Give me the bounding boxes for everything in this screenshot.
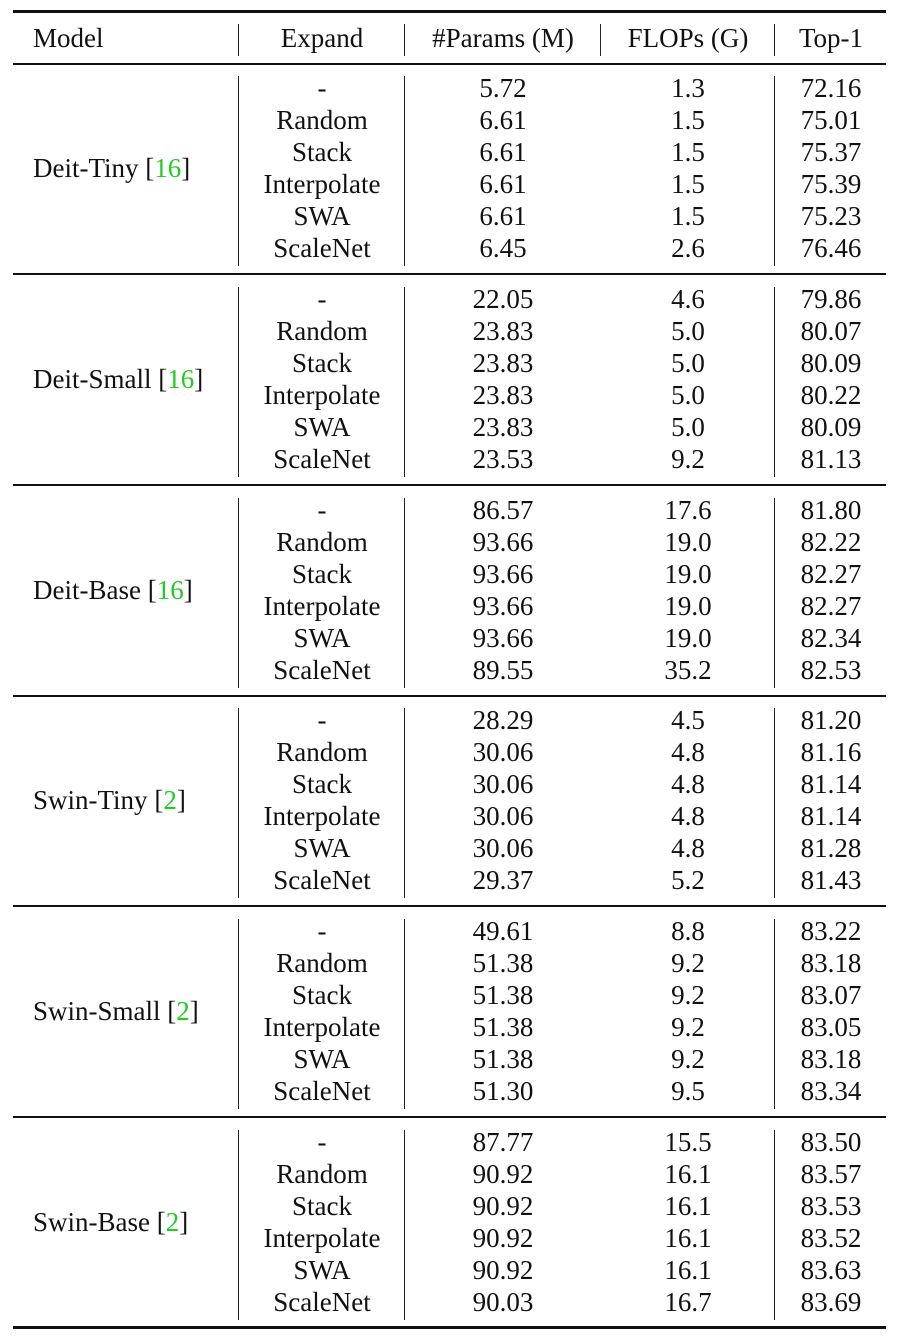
expand-cell: Interpolate	[263, 1223, 381, 1253]
top1-cell: 80.22	[800, 380, 862, 410]
params-cell: 89.55	[472, 655, 534, 685]
model-name	[33, 574, 193, 606]
header-separator	[774, 24, 775, 56]
flops-cell: 9.2	[671, 444, 705, 474]
flops-cell: 4.6	[671, 284, 705, 314]
expand-cell: Random	[276, 1159, 368, 1189]
params-cell: 6.45	[479, 233, 527, 263]
flops-cell: 2.6	[671, 233, 705, 263]
citation-open-bracket: [	[150, 1207, 166, 1237]
model-label: Swin-Small	[33, 996, 161, 1026]
params-cell: 90.03	[472, 1287, 534, 1317]
top1-cell: 83.18	[800, 948, 862, 978]
expand-cell: ScaleNet	[273, 444, 371, 474]
model-label: Deit-Tiny	[33, 153, 139, 183]
column-separator	[404, 708, 405, 898]
column-separator	[238, 76, 239, 266]
expand-cell: Random	[276, 527, 368, 557]
top1-cell: 83.50	[800, 1127, 862, 1157]
citation-close-bracket: ]	[179, 1207, 189, 1237]
flops-cell: 15.5	[664, 1127, 712, 1157]
expand-cell: Random	[276, 737, 368, 767]
flops-cell: 9.2	[671, 1044, 705, 1074]
header-expand: Expand	[280, 23, 364, 53]
flops-cell: 9.2	[671, 980, 705, 1010]
top1-cell: 81.14	[800, 769, 862, 799]
column-separator	[238, 919, 239, 1109]
citation-link[interactable]: 16	[154, 153, 182, 183]
flops-cell: 16.1	[664, 1255, 712, 1285]
expand-cell: Stack	[292, 980, 352, 1010]
expand-cell: -	[317, 1127, 327, 1157]
params-cell: 6.61	[479, 169, 527, 199]
flops-cell: 1.5	[671, 137, 705, 167]
model-label: Swin-Tiny	[33, 785, 148, 815]
top1-cell: 82.22	[800, 527, 862, 557]
expand-cell: ScaleNet	[273, 655, 371, 685]
expand-cell: Stack	[292, 1191, 352, 1221]
expand-cell: SWA	[293, 1044, 351, 1074]
expand-cell: ScaleNet	[273, 233, 371, 263]
flops-cell: 16.7	[664, 1287, 712, 1317]
expand-cell: Random	[276, 948, 368, 978]
top1-cell: 80.09	[800, 348, 862, 378]
expand-cell: Stack	[292, 559, 352, 589]
top1-cell: 83.69	[800, 1287, 862, 1317]
params-cell: 90.92	[472, 1159, 534, 1189]
column-separator	[238, 287, 239, 477]
expand-cell: SWA	[293, 201, 351, 231]
top1-cell: 75.23	[800, 201, 862, 231]
flops-cell: 4.8	[671, 737, 705, 767]
group-rule	[13, 273, 886, 275]
top1-cell: 83.34	[800, 1076, 862, 1106]
column-separator	[238, 498, 239, 688]
expand-cell: Interpolate	[263, 591, 381, 621]
model-label: Deit-Base	[33, 575, 141, 605]
citation-close-bracket: ]	[176, 785, 186, 815]
params-cell: 6.61	[479, 137, 527, 167]
params-cell: 28.29	[472, 705, 534, 735]
params-cell: 90.92	[472, 1191, 534, 1221]
flops-cell: 5.2	[671, 865, 705, 895]
column-separator	[238, 1130, 239, 1320]
top1-cell: 83.22	[800, 916, 862, 946]
params-cell: 30.06	[472, 801, 534, 831]
top1-cell: 82.27	[800, 559, 862, 589]
expand-cell: -	[317, 284, 327, 314]
top-rule	[13, 10, 886, 13]
params-cell: 29.37	[472, 865, 534, 895]
top1-cell: 75.39	[800, 169, 862, 199]
citation-open-bracket: [	[140, 575, 157, 605]
top1-cell: 80.07	[800, 316, 862, 346]
flops-cell: 17.6	[664, 495, 712, 525]
params-cell: 90.92	[472, 1223, 534, 1253]
header-separator	[404, 24, 405, 56]
top1-cell: 83.07	[800, 980, 862, 1010]
top1-cell: 82.53	[800, 655, 862, 685]
flops-cell: 4.8	[671, 801, 705, 831]
expand-cell: Stack	[292, 137, 352, 167]
params-cell: 23.83	[472, 348, 534, 378]
model-label: Swin-Base	[33, 1207, 150, 1237]
top1-cell: 83.63	[800, 1255, 862, 1285]
top1-cell: 81.80	[800, 495, 862, 525]
expand-cell: -	[317, 916, 327, 946]
params-cell: 6.61	[479, 105, 527, 135]
expand-cell: Interpolate	[263, 1012, 381, 1042]
params-cell: 51.38	[472, 1012, 534, 1042]
flops-cell: 16.1	[664, 1223, 712, 1253]
expand-cell: Interpolate	[263, 380, 381, 410]
top1-cell: 83.05	[800, 1012, 862, 1042]
expand-cell: ScaleNet	[273, 1076, 371, 1106]
params-cell: 30.06	[472, 737, 534, 767]
expand-cell: Interpolate	[263, 169, 381, 199]
flops-cell: 9.2	[671, 948, 705, 978]
top1-cell: 79.86	[800, 284, 862, 314]
column-separator	[774, 708, 775, 898]
column-separator	[404, 498, 405, 688]
citation-close-bracket: ]	[189, 996, 199, 1026]
top1-cell: 81.43	[800, 865, 862, 895]
params-cell: 5.72	[479, 73, 527, 103]
flops-cell: 5.0	[671, 316, 705, 346]
column-separator	[404, 287, 405, 477]
flops-cell: 4.8	[671, 769, 705, 799]
column-separator	[774, 1130, 775, 1320]
flops-cell: 1.5	[671, 201, 705, 231]
top1-cell: 82.27	[800, 591, 862, 621]
expand-cell: Random	[276, 105, 368, 135]
expand-cell: Random	[276, 316, 368, 346]
flops-cell: 1.5	[671, 105, 705, 135]
params-cell: 30.06	[472, 833, 534, 863]
model-name	[33, 1206, 188, 1238]
citation-close-bracket: ]	[181, 153, 191, 183]
model-name	[33, 363, 203, 395]
header-flops: FLOPs (G)	[627, 23, 749, 53]
expand-cell: SWA	[293, 833, 351, 863]
flops-cell: 19.0	[664, 527, 712, 557]
citation-close-bracket: ]	[194, 364, 204, 394]
expand-cell: -	[317, 495, 327, 525]
flops-cell: 19.0	[664, 623, 712, 653]
column-separator	[404, 1130, 405, 1320]
top1-cell: 75.37	[800, 137, 862, 167]
flops-cell: 4.8	[671, 833, 705, 863]
params-cell: 93.66	[472, 623, 534, 653]
header-model: Model	[33, 23, 104, 53]
column-separator	[774, 76, 775, 266]
expand-cell: ScaleNet	[273, 865, 371, 895]
params-cell: 49.61	[472, 916, 534, 946]
model-label: Deit-Small	[33, 364, 152, 394]
top1-cell: 83.52	[800, 1223, 862, 1253]
citation-link[interactable]: 2	[165, 1207, 180, 1237]
top1-cell: 76.46	[800, 233, 862, 263]
flops-cell: 19.0	[664, 559, 712, 589]
params-cell: 93.66	[472, 591, 534, 621]
params-cell: 51.38	[472, 1044, 534, 1074]
flops-cell: 35.2	[664, 655, 712, 685]
flops-cell: 19.0	[664, 591, 712, 621]
citation-open-bracket: [	[138, 153, 155, 183]
expand-cell: ScaleNet	[273, 1287, 371, 1317]
flops-cell: 4.5	[671, 705, 705, 735]
flops-cell: 16.1	[664, 1159, 712, 1189]
group-rule	[13, 484, 886, 486]
citation-link[interactable]: 16	[167, 364, 195, 394]
citation-close-bracket: ]	[183, 575, 193, 605]
group-rule	[13, 695, 886, 697]
header-separator	[238, 24, 239, 56]
citation-open-bracket: [	[147, 785, 164, 815]
expand-cell: SWA	[293, 412, 351, 442]
flops-cell: 1.5	[671, 169, 705, 199]
column-separator	[238, 708, 239, 898]
flops-cell: 9.5	[671, 1076, 705, 1106]
expand-cell: SWA	[293, 1255, 351, 1285]
params-cell: 86.57	[472, 495, 534, 525]
model-name	[33, 995, 199, 1027]
params-cell: 51.38	[472, 948, 534, 978]
top1-cell: 83.18	[800, 1044, 862, 1074]
params-cell: 23.83	[472, 412, 534, 442]
expand-cell: SWA	[293, 623, 351, 653]
group-rule	[13, 905, 886, 907]
flops-cell: 16.1	[664, 1191, 712, 1221]
params-cell: 23.53	[472, 444, 534, 474]
params-cell: 93.66	[472, 559, 534, 589]
citation-link[interactable]: 2	[176, 996, 190, 1026]
flops-cell: 1.3	[671, 73, 705, 103]
top1-cell: 81.16	[800, 737, 862, 767]
top1-cell: 81.20	[800, 705, 862, 735]
top1-cell: 81.14	[800, 801, 862, 831]
column-separator	[404, 76, 405, 266]
params-cell: 51.30	[472, 1076, 534, 1106]
bottom-rule	[13, 1326, 886, 1329]
params-cell: 23.83	[472, 316, 534, 346]
expand-cell: Stack	[292, 348, 352, 378]
citation-open-bracket: [	[151, 364, 168, 394]
header-separator	[600, 24, 601, 56]
header-top1: Top-1	[798, 23, 864, 53]
top1-cell: 72.16	[800, 73, 862, 103]
params-cell: 6.61	[479, 201, 527, 231]
top1-cell: 81.13	[800, 444, 862, 474]
params-cell: 22.05	[472, 284, 534, 314]
column-separator	[404, 919, 405, 1109]
citation-link[interactable]: 16	[156, 575, 184, 605]
column-separator	[774, 498, 775, 688]
expand-cell: -	[317, 73, 327, 103]
column-separator	[774, 919, 775, 1109]
column-separator	[774, 287, 775, 477]
flops-cell: 8.8	[671, 916, 705, 946]
group-rule	[13, 1116, 886, 1118]
expand-cell: Stack	[292, 769, 352, 799]
header-params: #Params (M)	[432, 23, 574, 53]
expand-cell: Interpolate	[263, 801, 381, 831]
citation-open-bracket: [	[160, 996, 177, 1026]
top1-cell: 75.01	[800, 105, 862, 135]
top1-cell: 83.53	[800, 1191, 862, 1221]
citation-link[interactable]: 2	[163, 785, 177, 815]
expand-cell: -	[317, 705, 327, 735]
flops-cell: 9.2	[671, 1012, 705, 1042]
model-name	[33, 152, 190, 184]
params-cell: 87.77	[472, 1127, 534, 1157]
flops-cell: 5.0	[671, 380, 705, 410]
header-rule	[13, 63, 886, 65]
top1-cell: 80.09	[800, 412, 862, 442]
flops-cell: 5.0	[671, 412, 705, 442]
params-cell: 30.06	[472, 769, 534, 799]
params-cell: 90.92	[472, 1255, 534, 1285]
top1-cell: 82.34	[800, 623, 862, 653]
top1-cell: 83.57	[800, 1159, 862, 1189]
params-cell: 23.83	[472, 380, 534, 410]
params-cell: 93.66	[472, 527, 534, 557]
model-name	[33, 784, 186, 816]
params-cell: 51.38	[472, 980, 534, 1010]
top1-cell: 81.28	[800, 833, 862, 863]
flops-cell: 5.0	[671, 348, 705, 378]
